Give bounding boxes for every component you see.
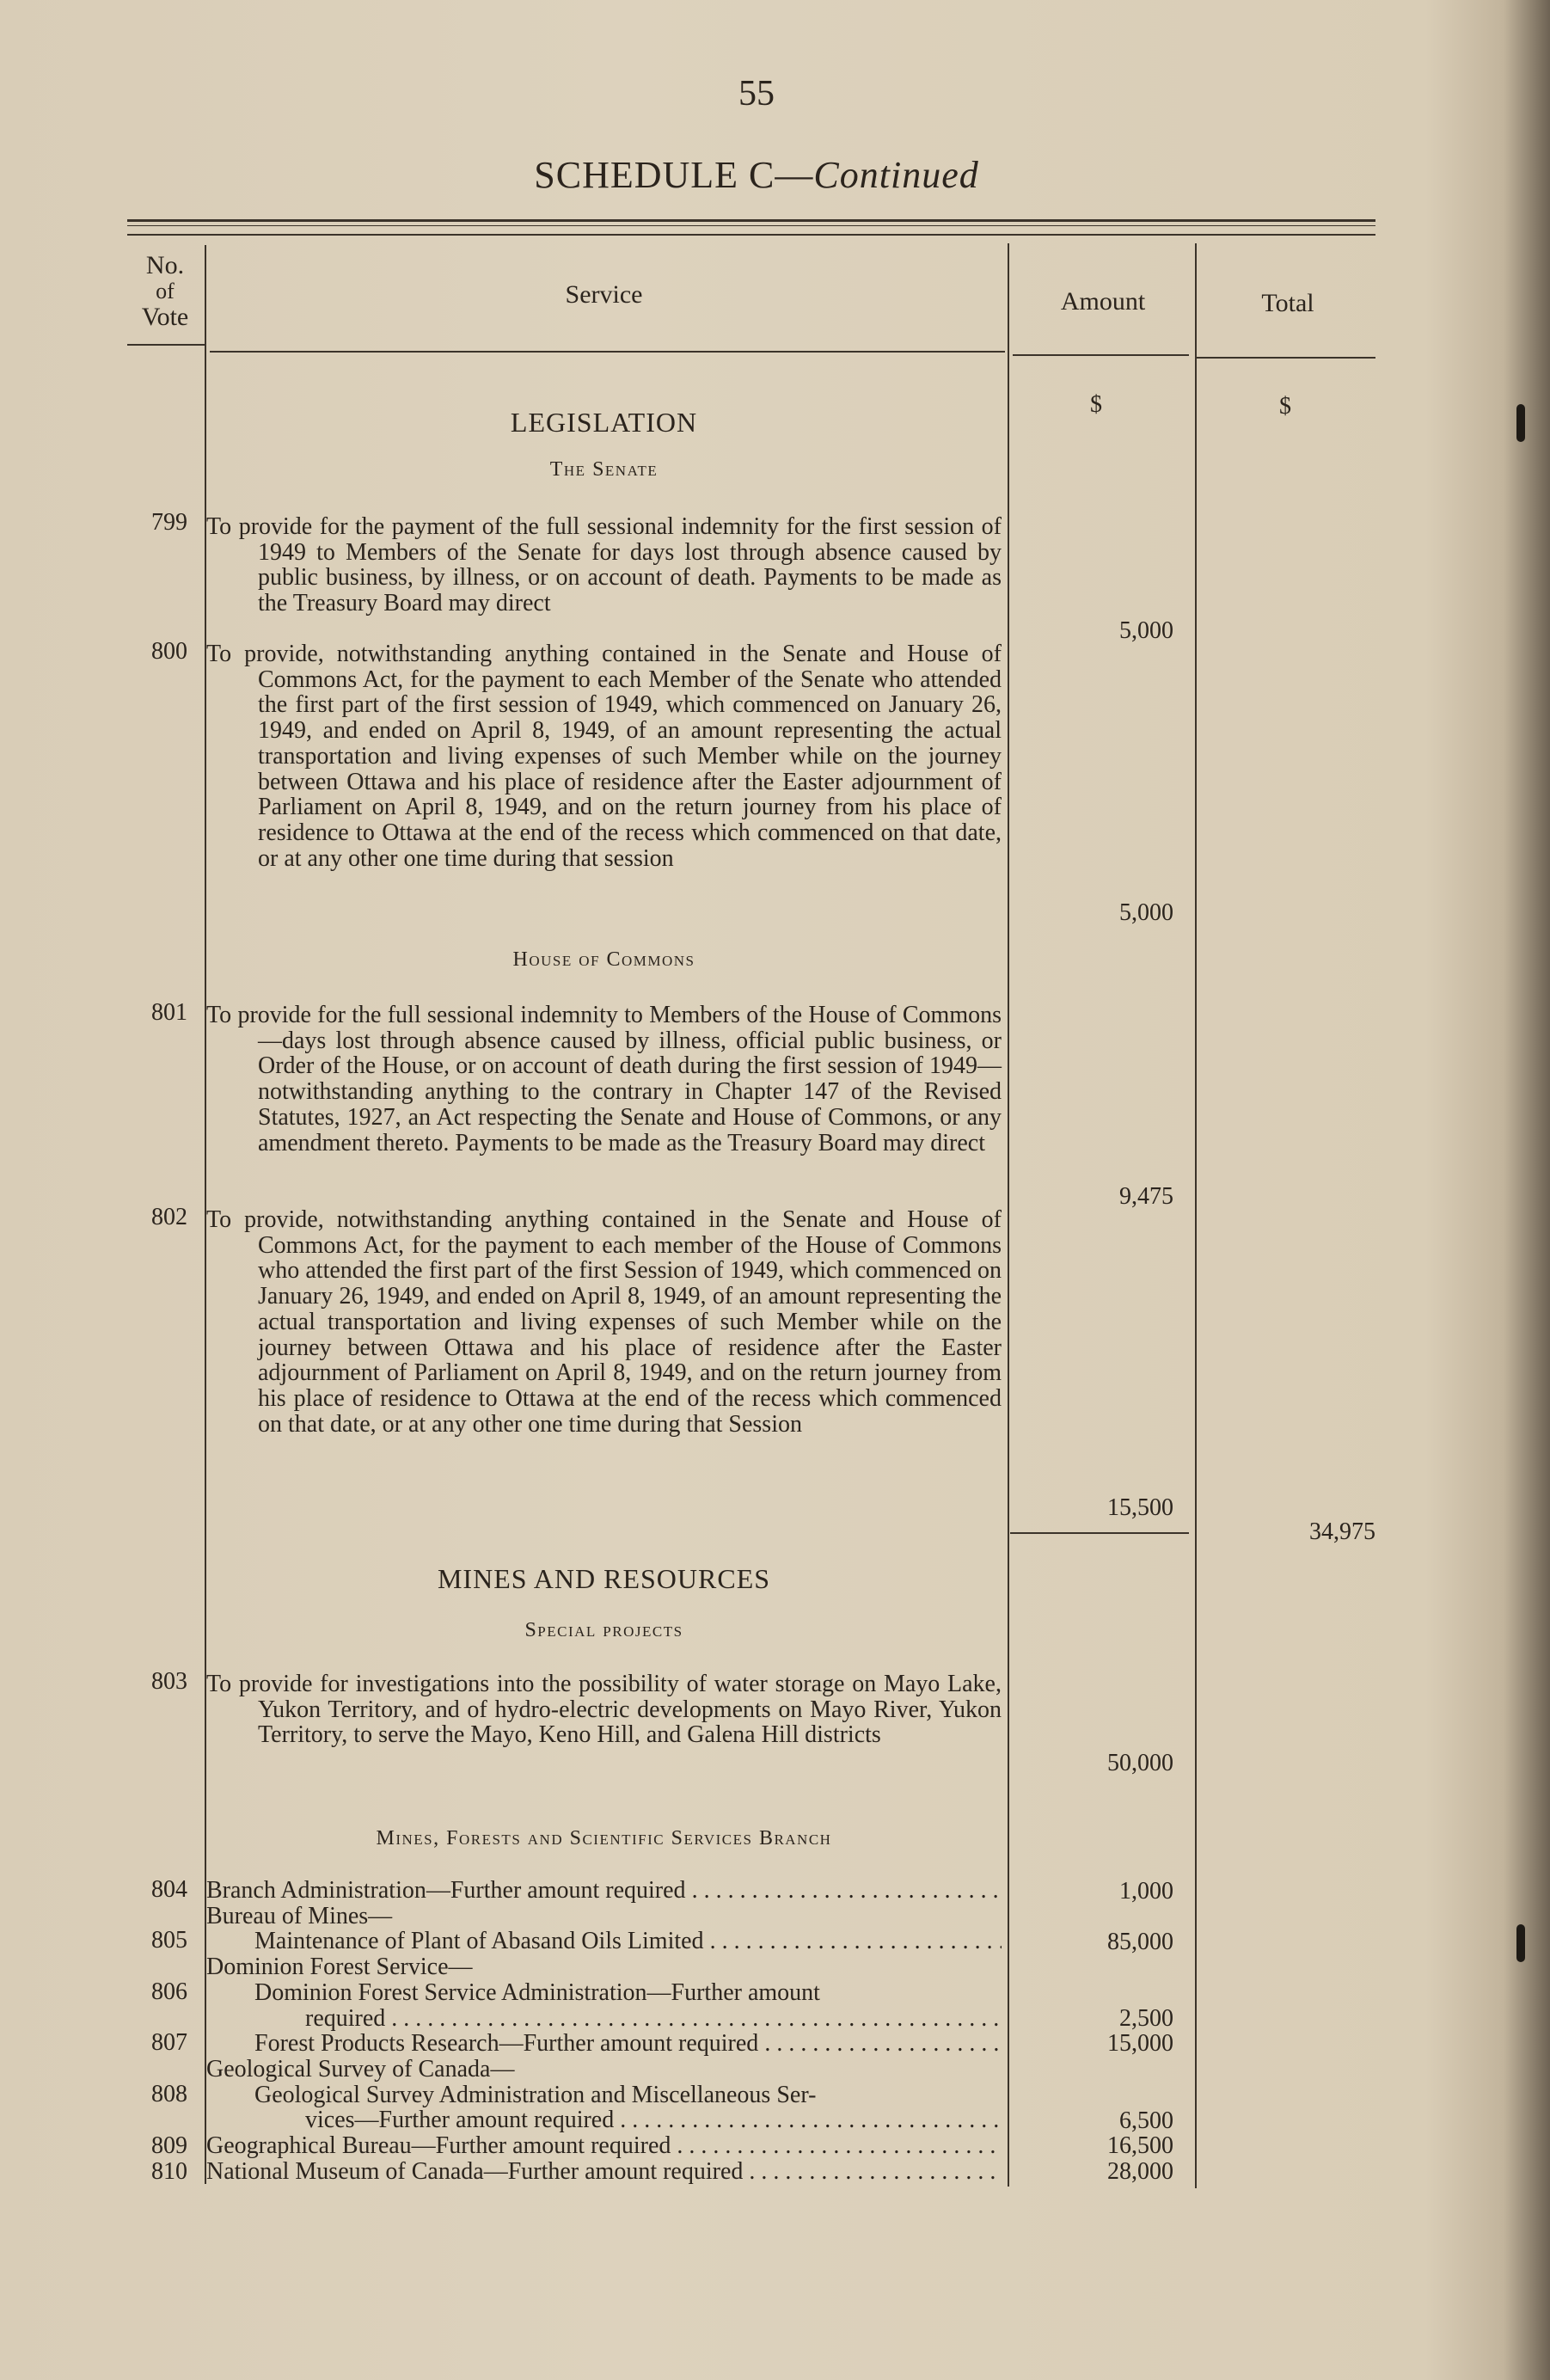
- dot-leader: [686, 1878, 1002, 1904]
- vote-amount: 85,000: [1107, 1929, 1173, 1955]
- vote-description: To provide for investigations into the possibility of water storage on Mayo Lake, Yukon Territory, and of hydro-electric developments on Mayo River, Yukon Territory, to serve the Mayo, Keno Hill, and Galena Hill districts: [206, 1671, 1002, 1749]
- vote-amount: 5,000: [1119, 617, 1173, 644]
- dot-leader: [704, 1929, 1002, 1954]
- vote-amount: 1,000: [1119, 1878, 1173, 1905]
- vote-description: To provide, notwithstanding anything contained in the Senate and House of Commons Act, for the payment to each member of the House of Commons who attended the first part of the first Session of 1949, which commenced on January 26, 1949, and ended on April 8, 1949, of an amount representing the actual transportation and living expenses of such Member while on the journey between Ottawa and his place of residence after the Easter adjournment of Parliament on April 8, 1949, and on the return journey from his place of residence to Ottawa at the end of the recess which commenced on that date, or at any other one time during that Session: [206, 1206, 1002, 1438]
- vote-amount: 15,500: [1107, 1494, 1173, 1521]
- binding-mark: [1516, 1924, 1525, 1962]
- subsection-branch: Mines, Forests and Scientific Services Branch: [376, 1827, 832, 1849]
- section-legislation: LEGISLATION: [510, 407, 698, 438]
- section-mines: MINES AND RESOURCES: [437, 1563, 771, 1594]
- column-rule-3: [1195, 243, 1197, 2188]
- column-header-service: Service: [565, 280, 643, 309]
- vote-number: 801: [151, 999, 187, 1026]
- vote-number: 806: [151, 1978, 187, 2005]
- column-header-amount: Amount: [1060, 287, 1146, 316]
- dot-leader: [614, 2107, 1002, 2133]
- vote-number: 805: [151, 1927, 187, 1954]
- column-header-vote: No. of Vote: [141, 251, 189, 331]
- vote-number: 809: [151, 2132, 187, 2159]
- subtotal-rule: [1010, 1532, 1189, 1534]
- title-continued: Continued: [813, 154, 979, 196]
- top-rule-thin: [127, 225, 1375, 226]
- vote-amount: 9,475: [1119, 1183, 1173, 1210]
- vote-amount: 5,000: [1119, 899, 1173, 926]
- vote-description: To provide for the full sessional indemnity to Members of the House of Commons—days lost through absence caused by illness, official public business, or Order of the House, or on account of death during the first session of 1949—notwithstanding anything to the contrary in Chapter 147 of the Revised Statutes, 1927, an Act respecting the Senate and House of Commons, or any amendment thereto. Payments to be made as the Treasury Board may direct: [206, 1002, 1002, 1156]
- group-label: Geological Survey of Canada—: [206, 2056, 515, 2082]
- vote-amount: 15,000: [1107, 2030, 1173, 2057]
- vote-description: To provide for the payment of the full sessional indemnity for the first session of 1949 to Members of the Senate for days lost through absence caused by public business, by illness, or on account of death. Payments to be made as the Treasury Board may direct: [206, 513, 1002, 617]
- vote-number: 810: [151, 2158, 187, 2185]
- title-main: SCHEDULE C—: [534, 154, 814, 196]
- dot-leader: [758, 2031, 1002, 2057]
- column-rule-2: [1008, 243, 1009, 2187]
- vote-amount: 2,500: [1119, 2005, 1173, 2032]
- vote-number: 799: [151, 509, 187, 536]
- top-rule-third: [127, 234, 1375, 236]
- vote-number: 802: [151, 1204, 187, 1230]
- dot-leader: [743, 2159, 1002, 2185]
- subsection-special-projects: Special projects: [524, 1619, 683, 1641]
- vote-number: 803: [151, 1668, 187, 1695]
- vote-number: 804: [151, 1876, 187, 1903]
- vote-number: 808: [151, 2081, 187, 2107]
- vote-amount: 6,500: [1119, 2107, 1173, 2134]
- header-rule-service: [210, 351, 1005, 353]
- vote-number: 800: [151, 638, 187, 665]
- top-rule-thick: [127, 219, 1375, 222]
- section-total: 34,975: [1309, 1518, 1375, 1545]
- currency-amount: $: [1090, 391, 1102, 418]
- vote-description: Branch Administration—Further amount required . . . Bureau of Mines— Maintenance of Plant of Abasand Oils Limited . . . Dominion Forest Service— Dominion Forest Service Administration—Further amount required . . . Forest Products Research—Further amount required . . . Geological Survey of Canada— Geological Survey Administration and Miscellaneous Ser- vices—Further amount required . . . Geographical Bureau—Further amount required . . . National Museum of Canada—Further amount required . . .: [206, 1878, 1002, 2184]
- vote-amount: 28,000: [1107, 2158, 1173, 2185]
- subsection-commons: House of Commons: [512, 948, 695, 971]
- subsection-senate: The Senate: [549, 458, 659, 481]
- group-label: Dominion Forest Service—: [206, 1954, 473, 1980]
- column-header-total: Total: [1261, 289, 1314, 317]
- page-number: 55: [738, 74, 775, 113]
- vote-number: 807: [151, 2029, 187, 2056]
- header-rule-vote: [127, 344, 205, 346]
- vote-amount: 16,500: [1107, 2132, 1173, 2159]
- group-label: Bureau of Mines—: [206, 1903, 393, 1929]
- header-rule-total: [1197, 357, 1375, 359]
- currency-total: $: [1279, 393, 1291, 420]
- header-rule-amount: [1013, 354, 1189, 356]
- page-title: [0, 153, 1513, 197]
- vote-amount: 50,000: [1107, 1750, 1173, 1776]
- dot-leader: [385, 2006, 1002, 2032]
- dot-leader: [671, 2133, 1002, 2159]
- vote-description: To provide, notwithstanding anything contained in the Senate and House of Commons Act, for the payment to each Member of the Senate who attended the first part of the first session of 1949, which commenced on January 26, 1949, and ended on April 8, 1949, of an amount representing the actual transportation and living expenses of such Member while on the journey between Ottawa and his place of residence after the Easter adjournment of Parliament on April 8, 1949, and on the return journey from his place of residence to Ottawa at the end of the recess which commenced on that date, or at any other one time during that session: [206, 641, 1002, 872]
- binding-mark: [1516, 404, 1525, 442]
